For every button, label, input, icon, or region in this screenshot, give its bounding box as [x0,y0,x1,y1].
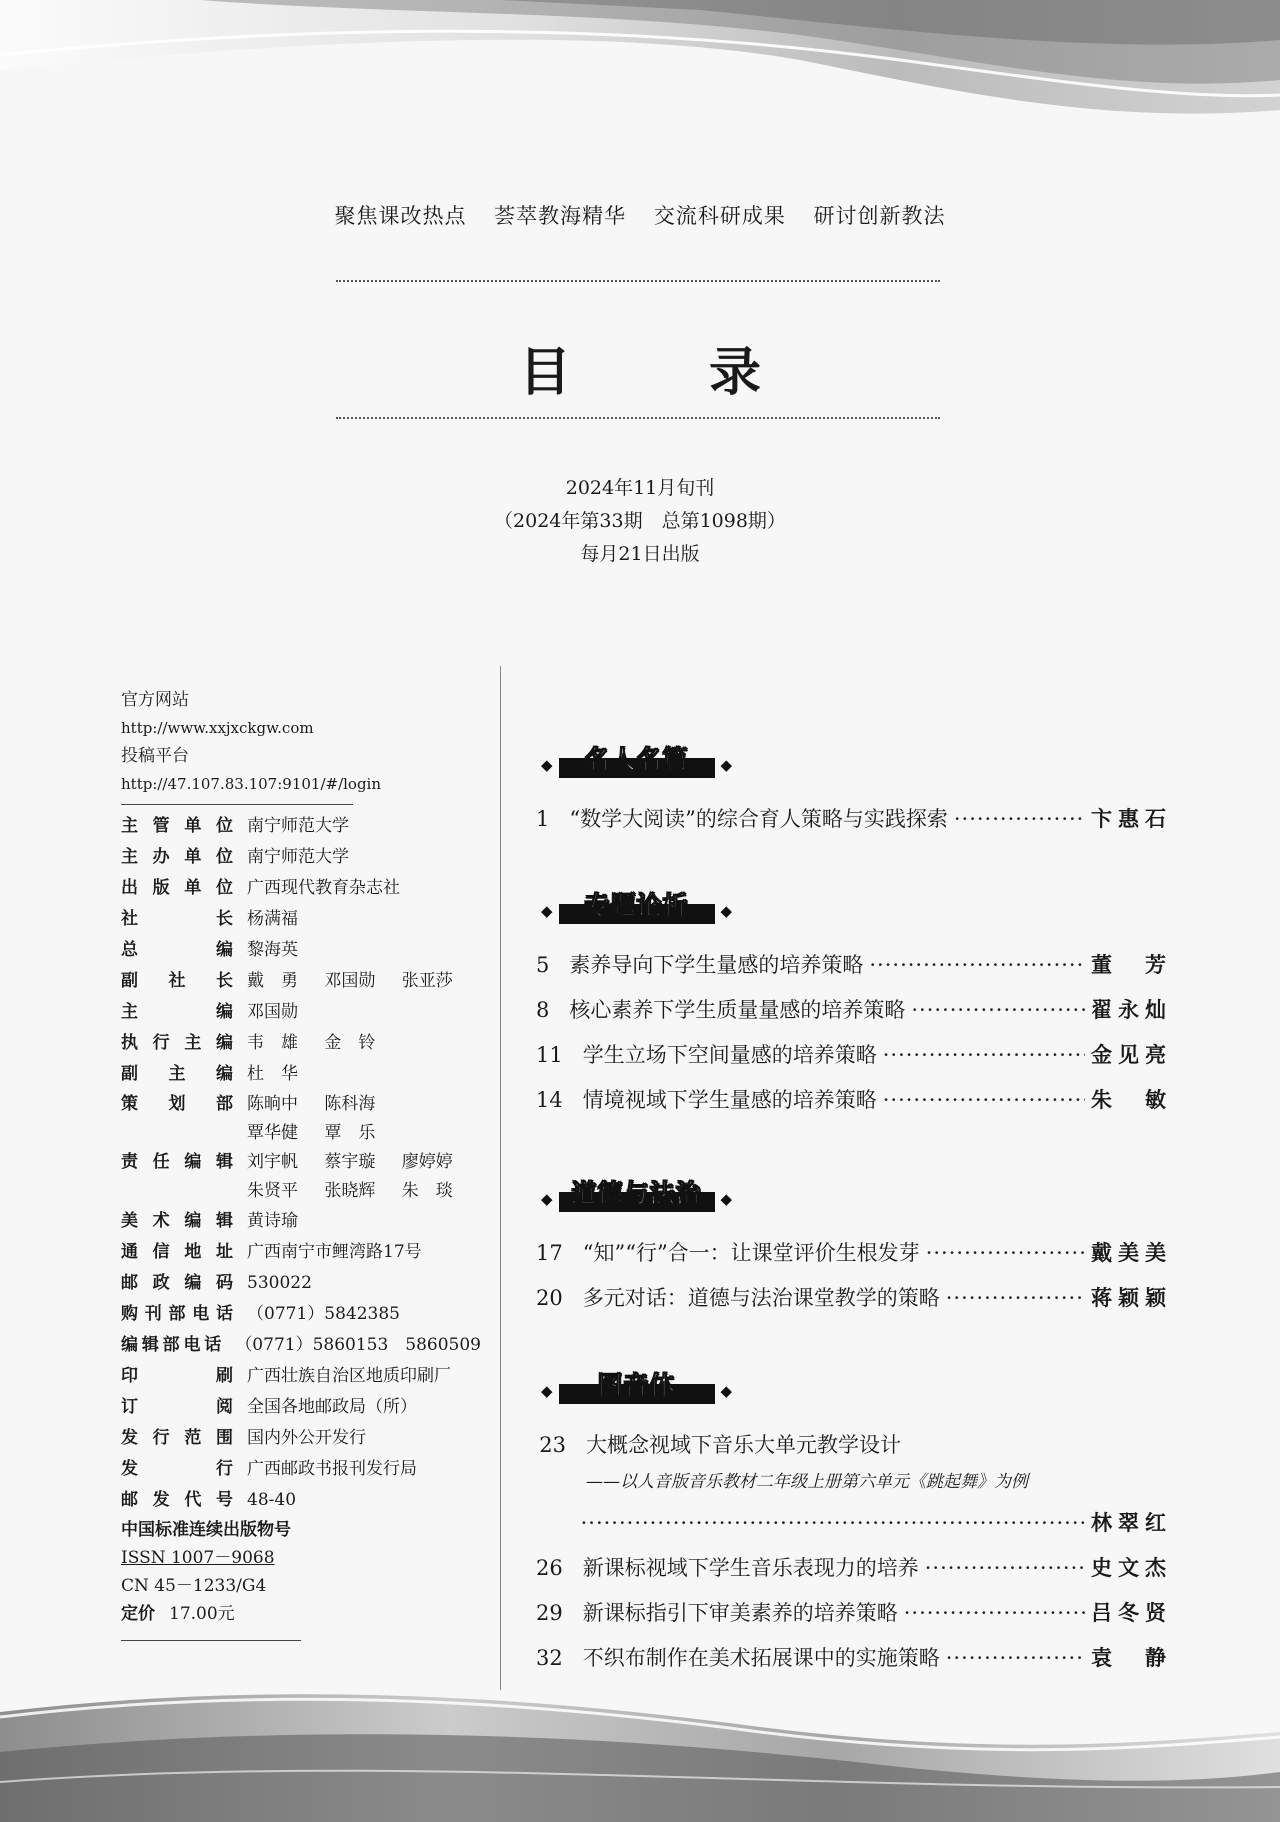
column-divider [500,666,501,1690]
masthead-label: 邮发代号 [121,1490,233,1510]
masthead-value: 刘宇帆 蔡宇璇 廖婷婷 [247,1152,453,1172]
serial-label: 中国标准连续出版物号 [121,1520,291,1540]
issue-date: 2024年11月旬刊 [565,477,715,499]
toc-page-number: 23 [539,1433,566,1457]
toc-author: 董 芳 [1091,952,1172,977]
diamond-icon: ◆ [541,756,553,774]
masthead-label: 副主编 [121,1064,233,1084]
masthead-value: 戴 勇 邓国勋 张亚莎 [247,971,453,991]
section-heading [541,1179,733,1212]
masthead-row [121,1361,481,1392]
toc-page-number: 8 [536,998,550,1022]
masthead-label: 出版单位 [121,878,233,898]
leader-dots [954,804,1085,834]
toc-entry[interactable] [536,950,1172,980]
toc-author: 袁 静 [1091,1645,1172,1670]
diamond-icon: ◆ [720,1190,733,1208]
dotted-divider-top [336,280,940,282]
toc-subtitle: ——以人音版音乐教材二年级上册第六单元《跳起舞》为例 [586,1472,1028,1492]
toc-page-number: 20 [536,1286,563,1310]
toc-title: 素养导向下学生量感的培养策略 [569,953,864,977]
toc-author: 吕冬贤 [1091,1600,1172,1625]
masthead-row [121,811,481,842]
masthead-label: 邮政编码 [121,1273,233,1293]
price-row [121,1600,481,1628]
masthead-label: 发行范围 [121,1428,233,1448]
masthead-bottom-divider [121,1640,301,1641]
masthead-row [121,904,481,935]
top-wave-decoration [0,0,1280,140]
submit-label: 投稿平台 [121,746,189,766]
toc-entry[interactable] [536,1085,1172,1115]
slogan-bar [0,200,1280,230]
section-name: 专题论析 [584,891,689,920]
masthead-column [121,686,481,1647]
masthead-row [121,935,481,966]
toc-page-number: 17 [536,1241,563,1265]
toc-title: 大概念视域下音乐大单元教学设计 [586,1433,901,1457]
toc-page-number: 11 [536,1043,563,1067]
masthead-row [121,1148,481,1177]
section-name: 图音体 [597,1371,676,1400]
masthead-value: 杜 华 [247,1064,298,1084]
toc-title: 多元对话：道德与法治课堂教学的策略 [582,1286,940,1310]
section-heading [541,1371,733,1404]
slogan-1: 聚焦课改热点 [334,204,467,228]
masthead-value: 韦 雄 金 铃 [247,1033,376,1053]
masthead-label [121,1119,233,1148]
toc-entry[interactable] [536,1553,1172,1583]
section-label-bar [559,1371,715,1404]
masthead-value: 530022 [247,1273,312,1293]
masthead-list [121,811,481,1516]
price-label: 定价 [121,1604,155,1624]
diamond-icon: ◆ [541,1382,553,1400]
issue-publish-day: 每月21日出版 [580,543,700,565]
masthead-value: 广西南宁市鲤湾路17号 [247,1242,422,1262]
slogan-4: 研讨创新教法 [813,204,946,228]
masthead-label: 发行 [121,1459,233,1479]
masthead-label: 编辑部电话 [121,1335,222,1355]
masthead-row [121,1423,481,1454]
masthead-value: 广西邮政书报刊发行局 [247,1459,417,1479]
toc-author: 翟永灿 [1091,997,1172,1022]
diamond-icon: ◆ [720,902,733,920]
slogan-2: 荟萃教海精华 [494,204,627,228]
masthead-row [121,1028,481,1059]
masthead-label: 执行主编 [121,1033,233,1053]
masthead-label: 社长 [121,909,233,929]
section-name: 名人名篇 [584,745,689,774]
masthead-value: 全国各地邮政局（所） [247,1397,417,1417]
masthead-label: 策划部 [121,1094,233,1114]
toc-author: 金见亮 [1091,1042,1172,1067]
masthead-value: 邓国勋 [247,1002,298,1022]
masthead-label: 责任编辑 [121,1152,233,1172]
website-label: 官方网站 [121,690,189,710]
toc-title: 学生立场下空间量感的培养策略 [582,1043,877,1067]
masthead-row [121,1454,481,1485]
toc-entry[interactable] [536,1283,1172,1313]
masthead-row [121,1090,481,1119]
toc-author: 戴美美 [1091,1240,1172,1265]
masthead-row [121,1119,481,1148]
section-heading [541,745,733,778]
masthead-value: 覃华健 覃 乐 [247,1123,376,1143]
masthead-label: 主办单位 [121,847,233,867]
masthead-value: （0771）5860153 5860509 [235,1335,481,1355]
price-value: 17.00元 [169,1604,235,1624]
toc-page-number: 1 [536,807,550,831]
masthead-label: 通信地址 [121,1242,233,1262]
bottom-wave-decoration [0,1672,1280,1822]
masthead-label: 副社长 [121,971,233,991]
masthead-row [121,1392,481,1423]
masthead-label: 主管单位 [121,816,233,836]
toc-title: 新课标视域下学生音乐表现力的培养 [582,1556,919,1580]
toc-author: 史文杰 [1091,1555,1172,1580]
leader-dots [904,1598,1085,1628]
toc-entry[interactable] [536,1598,1172,1628]
toc-page-number: 14 [536,1088,563,1112]
issue-info [0,472,1280,571]
issue-number: （2024年第33期 总第1098期） [494,510,786,532]
masthead-divider [121,804,353,805]
section-label-bar [559,891,715,924]
masthead-row [121,873,481,904]
masthead-label [121,1177,233,1206]
toc-page-number: 5 [536,953,550,977]
slogan-3: 交流科研成果 [653,204,786,228]
masthead-value: 广西壮族自治区地质印刷厂 [247,1366,451,1386]
toc-entry[interactable] [536,1643,1172,1673]
toc-page-number: 32 [536,1646,563,1670]
masthead-value: 杨满福 [247,909,298,929]
issn: ISSN 1007－9068 [121,1548,275,1568]
leader-dots [581,1508,1085,1538]
masthead-value: 国内外公开发行 [247,1428,366,1448]
masthead-label: 总编 [121,940,233,960]
leader-dots [925,1553,1085,1583]
masthead-row [121,1206,481,1237]
leader-dots [926,1238,1085,1268]
masthead-row [121,1177,481,1206]
leader-dots [883,1040,1085,1070]
masthead-value: 黎海英 [247,940,298,960]
masthead-value: 黄诗瑜 [247,1211,298,1231]
diamond-icon: ◆ [541,902,553,920]
section-label-bar [559,1179,715,1212]
masthead-value: 南宁师范大学 [247,847,349,867]
toc-title: 核心素养下学生质量量感的培养策略 [569,998,906,1022]
leader-dots [869,950,1085,980]
section-name: 道德与法治 [571,1179,702,1208]
masthead-row [121,966,481,997]
toc-entry[interactable] [536,1040,1172,1070]
toc-author: 卞惠石 [1091,806,1172,831]
toc-entry[interactable] [536,1238,1172,1268]
masthead-row [121,1299,481,1330]
masthead-row [121,1059,481,1090]
toc-entry[interactable] [536,1430,1166,1460]
toc-page-number: 29 [536,1601,563,1625]
masthead-label: 订阅 [121,1397,233,1417]
toc-title: “数学大阅读”的综合育人策略与实践探索 [569,807,948,831]
masthead-row [121,1485,481,1516]
leader-dots [946,1643,1085,1673]
leader-dots [911,995,1085,1025]
toc-author: 蒋颖颖 [1091,1285,1172,1310]
toc-title: 新课标指引下审美素养的培养策略 [582,1601,898,1625]
toc-entry[interactable] [536,995,1172,1025]
masthead-value: 南宁师范大学 [247,816,349,836]
diamond-icon: ◆ [720,1382,733,1400]
section-heading [541,891,733,924]
leader-dots [883,1085,1085,1115]
page-title: 目 录 [518,342,822,403]
masthead-label: 购刊部电话 [121,1304,233,1324]
website-url[interactable]: http://www.xxjxckgw.com [121,719,314,737]
masthead-row [121,842,481,873]
toc-author: 林翠红 [1091,1510,1172,1535]
toc-title: 不织布制作在美术拓展课中的实施策略 [582,1646,940,1670]
masthead-label: 美术编辑 [121,1211,233,1231]
masthead-row [121,1237,481,1268]
dotted-divider-bottom [336,417,940,419]
masthead-label: 主编 [121,1002,233,1022]
section-label-bar [559,745,715,778]
toc-page-number: 26 [536,1556,563,1580]
masthead-label: 印刷 [121,1366,233,1386]
masthead-row [121,997,481,1028]
leader-dots [946,1283,1085,1313]
masthead-row [121,1330,481,1361]
masthead-value: 朱贤平 张晓辉 朱 琰 [247,1181,453,1201]
masthead-value: 48-40 [247,1490,297,1510]
masthead-value: （0771）5842385 [247,1304,400,1324]
toc-title: 情境视域下学生量感的培养策略 [582,1088,877,1112]
masthead-row [121,1268,481,1299]
toc-entry[interactable] [536,804,1172,834]
masthead-value: 陈晌中 陈科海 [247,1094,376,1114]
submit-url[interactable]: http://47.107.83.107:9101/#/login [121,775,382,793]
toc-author: 朱 敏 [1091,1087,1172,1112]
cn-number: CN 45－1233/G4 [121,1576,267,1596]
masthead-value: 广西现代教育杂志社 [247,878,400,898]
diamond-icon: ◆ [541,1190,553,1208]
toc-entry-author-line [536,1508,1172,1538]
diamond-icon: ◆ [720,756,733,774]
toc-title: “知”“行”合一：让课堂评价生根发芽 [582,1241,920,1265]
